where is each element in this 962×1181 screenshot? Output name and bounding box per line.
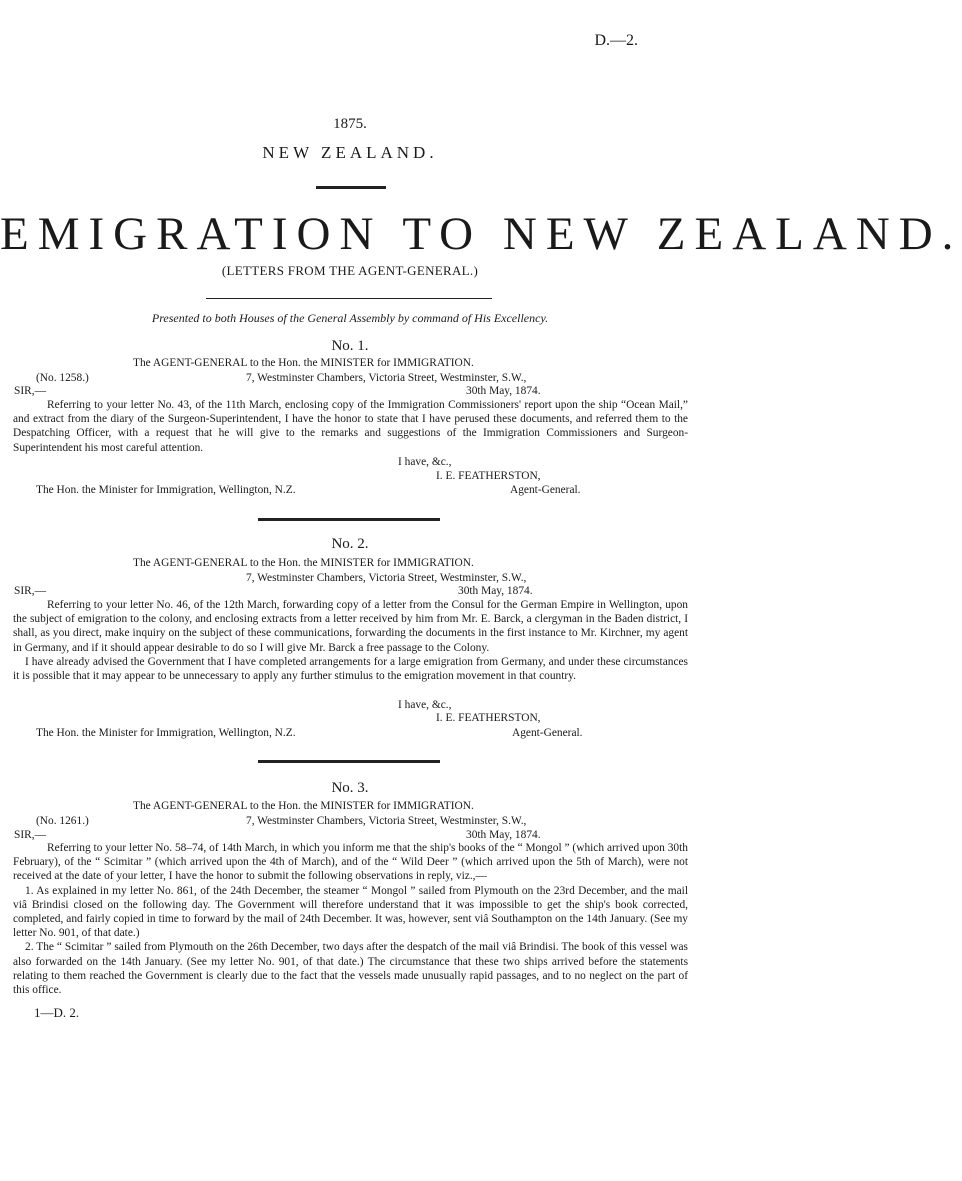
letter-ref: (No. 1258.) <box>36 372 89 384</box>
letter-recipient: The Hon. the Minister for Immigration, Wellington, N.Z. <box>36 484 296 496</box>
letter-signer-title: Agent-General. <box>510 484 581 496</box>
letter-heading: The AGENT-GENERAL to the Hon. the MINISTER for IMMIGRATION. <box>133 800 474 812</box>
divider <box>316 186 386 189</box>
country-heading: NEW ZEALAND. <box>262 143 438 162</box>
letter-body <box>13 841 688 997</box>
letter-address: 7, Westminster Chambers, Victoria Street, Westminster, S.W., <box>246 372 527 384</box>
letter-date: 30th May, 1874. <box>466 829 541 841</box>
letter-salutation: SIR,— <box>14 385 46 397</box>
letter-paragraph: 1. As explained in my letter No. 861, of the 24th December, the steamer “ Mongol ” sailed from Plymouth on the 23rd December, and the mail viâ Brindisi closed on the following day. The Government will therefore understand that it was impossible to get the ship's book corrected, completed, and fairly copied in time to forward by the mail of 24th December. It was, however, sent viâ Southampton on the 14th January. (See my letter No. 901, of that date.) <box>13 884 688 940</box>
letter-number: No. 2. <box>331 536 369 552</box>
letter-recipient: The Hon. the Minister for Immigration, Wellington, N.Z. <box>36 727 296 739</box>
letter-number: No. 1. <box>331 338 369 354</box>
year: 1875. <box>333 116 367 132</box>
subtitle: (LETTERS FROM THE AGENT-GENERAL.) <box>221 263 479 278</box>
letter-signer-title: Agent-General. <box>512 727 583 739</box>
letter-salutation: SIR,— <box>14 829 46 841</box>
letter-paragraph: I have already advised the Government that I have completed arrangements for a large emigration from Germany, and under these circumstances it is possible that it may appear to be unnecessary to apply any further stimulus to the emigration movement in that country. <box>13 655 688 683</box>
letter-closing: I have, &c., <box>398 456 452 468</box>
letter-date: 30th May, 1874. <box>466 385 541 397</box>
letter-paragraph: Referring to your letter No. 46, of the 12th March, forwarding copy of a letter from the Consul for the German Empire in Wellington, upon the subject of emigration to the colony, and enclosing extracts from a letter received by him from Mr. E. Barck, a clergyman in the Baden district, I shall, as you direct, make inquiry on the subject of these communications, forwarding the documents in the first instance to Mr. Kirchner, my agent in Germany, and if it should appear desirable to do so I will give Mr. Barck a free passage to the Colony. <box>13 599 688 654</box>
letter-number: No. 3. <box>331 780 369 796</box>
divider <box>206 298 492 299</box>
letter-body <box>13 598 688 683</box>
letter-heading: The AGENT-GENERAL to the Hon. the MINISTER for IMMIGRATION. <box>133 557 474 569</box>
letter-body <box>13 398 688 455</box>
letter-paragraph: Referring to your letter No. 58–74, of 14th March, in which you inform me that the ship's books of the “ Mongol ” (which arrived upon 30th February), of the “ Scimitar ” (which arrived upon the 4th of March), and of the “ Wild Deer ” (which arrived upon the 5th of March), were not received at the date of your letter, I have the honor to submit the following observations in reply, viz.,— <box>13 842 688 883</box>
letter-heading: The AGENT-GENERAL to the Hon. the MINISTER for IMMIGRATION. <box>133 357 474 369</box>
letter-paragraph: 2. The “ Scimitar ” sailed from Plymouth on the 26th December, two days after the despatch of the mail viâ Brindisi. The book of this vessel was also forwarded on the 14th January. (See my letter No. 901, of that date.) The circumstance that these two ships arrived before the statements relating to them reached the Government is clearly due to the fact that the vessels made unusually rapid passages, and to no neglect on the part of this office. <box>13 941 688 997</box>
letter-closing: I have, &c., <box>398 699 452 711</box>
letter-salutation: SIR,— <box>14 585 46 597</box>
divider <box>258 518 440 521</box>
letter-paragraph: Referring to your letter No. 43, of the 11th March, enclosing copy of the Immigration Commissioners' report upon the ship “Ocean Mail,” and extract from the diary of the Surgeon-Superintendent, I have the honor to state that I have perused these documents, and referred them to the Despatching Officer, with a request that he will give to the remarks and suggestions of the Immigration Commissioners and Surgeon-Superintendent his most careful attention. <box>13 399 688 454</box>
presented-line: Presented to both Houses of the General Assembly by command of His Excellency. <box>151 311 549 325</box>
letter-address: 7, Westminster Chambers, Victoria Street, Westminster, S.W., <box>246 815 527 827</box>
letter-address: 7, Westminster Chambers, Victoria Street, Westminster, S.W., <box>246 572 527 584</box>
letter-ref: (No. 1261.) <box>36 815 89 827</box>
divider <box>258 760 440 763</box>
page-reference: D.—2. <box>594 32 638 49</box>
letter-signature: I. E. FEATHERSTON, <box>436 712 541 724</box>
letter-signature: I. E. FEATHERSTON, <box>436 470 541 482</box>
page-title: EMIGRATION TO NEW ZEALAND. <box>0 208 962 260</box>
letter-date: 30th May, 1874. <box>458 585 533 597</box>
page-footer: 1—D. 2. <box>34 1005 80 1020</box>
